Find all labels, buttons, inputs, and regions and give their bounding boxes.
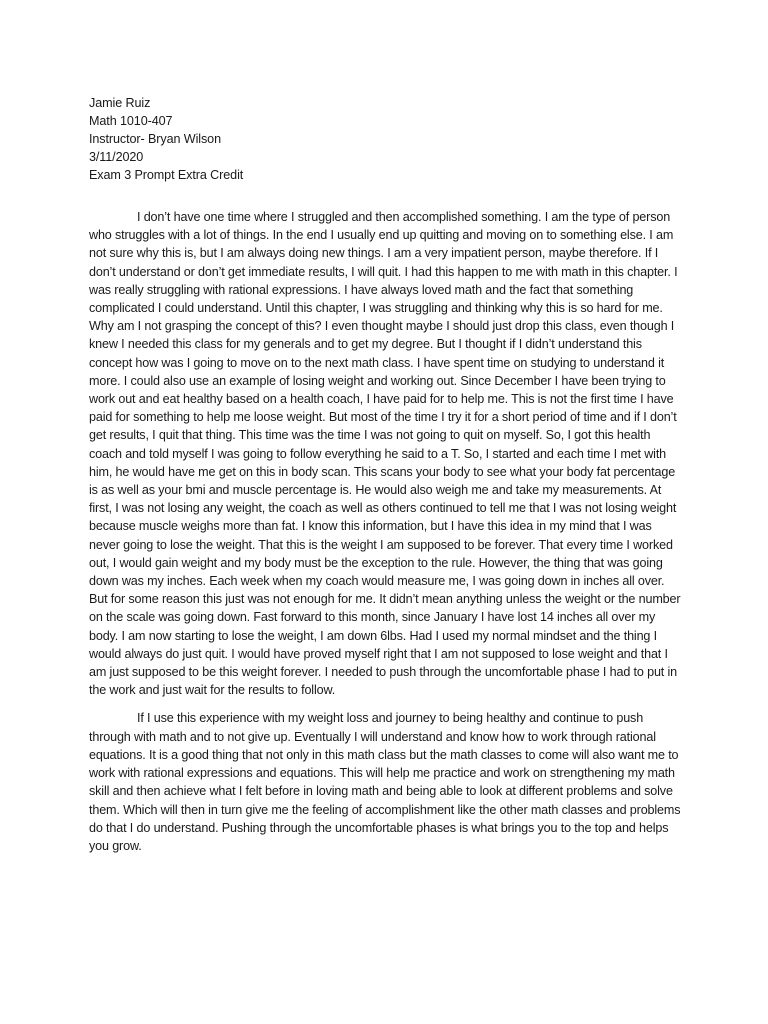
instructor-name: Instructor- Bryan Wilson [89,132,221,146]
essay-paragraph-2: If I use this experience with my weight loss and journey to being healthy and continue to push through with math and to not give up. Eventually I will understand and know how to work through rational equations. It is a good thing that not only in this math class but the math classes to come will also want me to work with rational expressions and equations. This will help me practice and work on strengthening my math skill and then achieve what I felt before in loving math and being able to look at different problems and solve them. Which will then in turn give me the feeling of accomplishment like the other math classes and problems do that I do understand. Pushing through the uncomfortable phases is what brings you to the top and helps you grow. [89,711,681,853]
student-name: Jamie Ruiz [89,96,151,110]
document-date: 3/11/2020 [89,150,144,164]
essay-paragraph-1: I don’t have one time where I struggled and then accomplished something. I am the type of person who struggles with a lot of things. In the end I usually end up quitting and moving on to something else. I am not sure why this is, but I am always doing new things. I am a very impatient person, maybe therefore. If I don’t understand or don’t get immediate results, I will quit. I had this happen to me with math in this chapter. I was really struggling with rational expressions. I have always loved math and the fact that something complicated I could understand. Until this chapter, I was struggling and thinking why this is so hard for me. Why am I not grasping the concept of this? I even thought maybe I should just drop this class, even though I knew I needed this class for my generals and to get my degree. But I thought if I didn’t understand this concept how was I going to move on to the next math class. I have spent time on studying to understand it more. I could also use an example of losing weight and working out. Since December I have been trying to work out and eat healthy based on a health coach, I have paid for to help me. This is not the first time I have paid for something to help me loose weight. But most of the time I try it for a short period of time and if I don’t get results, I quit that thing. This time was the time I was not going to quit on myself. So, I got this health coach and told myself I was going to follow everything he said to a T. So, I started and each time I met with him, he would have me get on this in body scan. This scans your body to see what your body fat percentage is as well as your bmi and muscle percentage is. He would also weigh me and take my measurements. At first, I was not losing any weight, the coach as well as others continued to tell me that I was not losing weight because muscle weighs more than fat. I know this information, but I have this idea in my mind that I was never going to lose the weight. That this is the weight I am supposed to be forever. That every time I worked out, I would gain weight and my body must be the exception to the rule. However, the thing that was going down was my inches. Each week when my coach would measure me, I was going down in inches all over. But for some reason this just was not enough for me. It didn’t mean anything unless the weight or the number on the scale was going down. Fast forward to this month, since January I have lost 14 inches all over my body. I am now starting to lose the weight, I am down 6lbs. Had I used my normal mindset and the thing I would always do just quit. I would have proved myself right that I am not supposed to lose weight and that I am just supposed to be this weight forever. I needed to push through the uncomfortable phase I had to put in the work and just wait for the results to follow. [89,210,681,698]
essay-body [89,208,681,855]
document-header [89,94,689,184]
assignment-title: Exam 3 Prompt Extra Credit [89,168,244,182]
course-code: Math 1010-407 [89,114,173,128]
